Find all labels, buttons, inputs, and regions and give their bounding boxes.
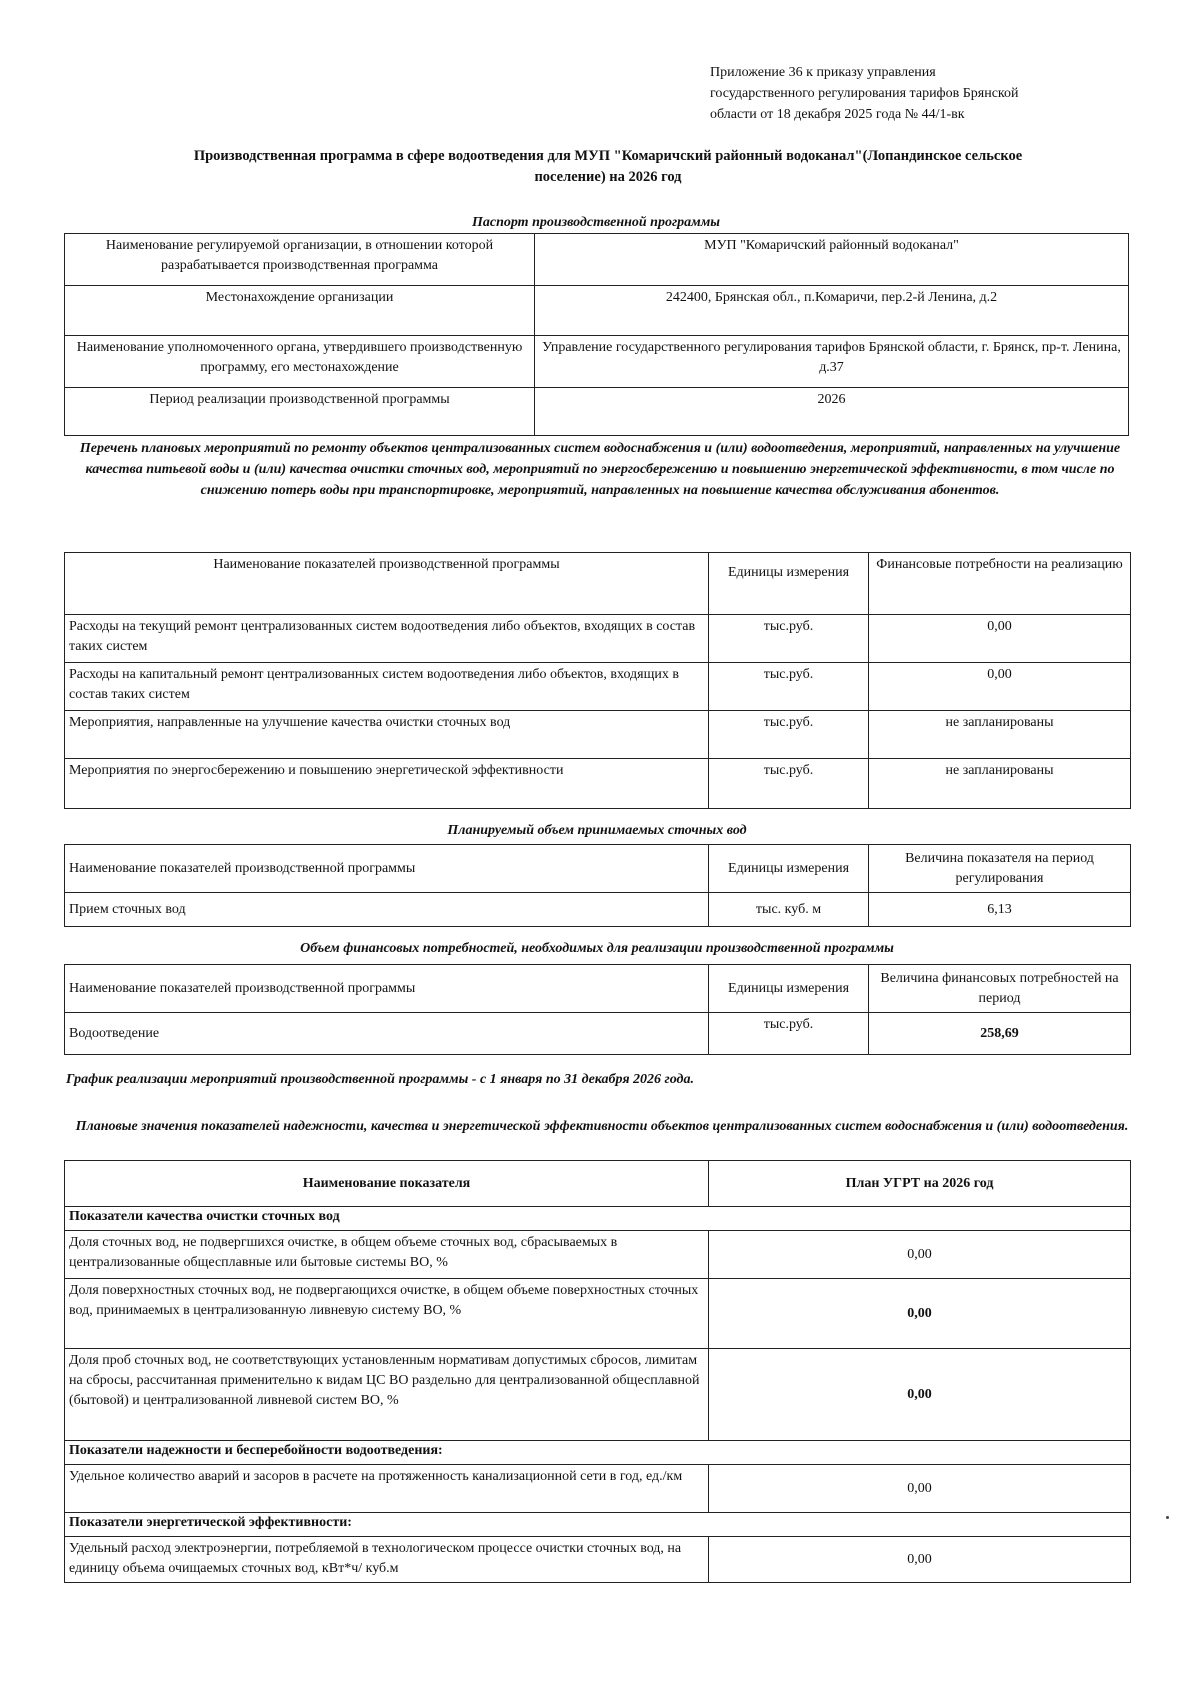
table-row bbox=[65, 845, 1131, 893]
measure-name: Расходы на капитальный ремонт централизованных систем водоотведения либо объектов, входящих в состав таких систем bbox=[65, 663, 709, 711]
indicator-name: Доля поверхностных сточных вод, не подвергающихся очистке, в общем объеме поверхностных сточных вод, принимаемых в централизованную ливневую систему ВО, % bbox=[65, 1279, 709, 1349]
table-row bbox=[65, 893, 1131, 927]
column-header: Величина финансовых потребностей на период bbox=[869, 965, 1131, 1013]
table-row bbox=[65, 711, 1131, 759]
indicator-value: 0,00 bbox=[709, 1349, 1131, 1441]
measure-unit: тыс.руб. bbox=[709, 663, 869, 711]
column-header: Наименование показателей производственной программы bbox=[65, 553, 709, 615]
table-row bbox=[65, 615, 1131, 663]
table-row bbox=[65, 553, 1131, 615]
indicator-name: Доля сточных вод, не подвергшихся очистке, в общем объеме сточных вод, сбрасываемых в централизованные общесплавные или бытовые системы ВО, % bbox=[65, 1231, 709, 1279]
column-header: Единицы измерения bbox=[709, 553, 869, 615]
group-header: Показатели надежности и бесперебойности водоотведения: bbox=[65, 1441, 1131, 1465]
finance-heading: Объем финансовых потребностей, необходимых для реализации производственной программы bbox=[300, 941, 894, 956]
finance-name: Водоотведение bbox=[65, 1013, 709, 1055]
indicator-name: Удельный расход электроэнергии, потребляемой в технологическом процессе очистки сточных вод, на единицу объема очищаемых сточных вод, кВт*ч/ куб.м bbox=[65, 1537, 709, 1583]
document-title bbox=[78, 146, 1138, 188]
title-line: поселение) на 2026 год bbox=[534, 169, 682, 185]
passport-heading: Паспорт производственной программы bbox=[471, 215, 721, 230]
measure-name: Мероприятия, направленные на улучшение качества очистки сточных вод bbox=[65, 711, 709, 759]
column-header: Финансовые потребности на реализацию bbox=[869, 553, 1131, 615]
appendix-note bbox=[710, 62, 1120, 125]
measure-value: 0,00 bbox=[869, 663, 1131, 711]
table-row bbox=[65, 663, 1131, 711]
table-row bbox=[65, 1013, 1131, 1055]
column-header: Наименование показателей производственной программы bbox=[65, 845, 709, 893]
appendix-line: области от 18 декабря 2025 года № 44/1-вк bbox=[710, 107, 965, 122]
volume-value: 6,13 bbox=[869, 893, 1131, 927]
volume-name: Прием сточных вод bbox=[65, 893, 709, 927]
table-row bbox=[65, 234, 1129, 286]
indicator-value: 0,00 bbox=[709, 1465, 1131, 1513]
passport-value: 242400, Брянская обл., п.Комаричи, пер.2-й Ленина, д.2 bbox=[535, 286, 1129, 336]
indicator-value: 0,00 bbox=[709, 1231, 1131, 1279]
passport-value: МУП "Комаричский районный водоканал" bbox=[535, 234, 1129, 286]
column-header: Величина показателя на период регулирования bbox=[869, 845, 1131, 893]
title-line: Производственная программа в сфере водоотведения для МУП "Комаричский районный водоканал"(Лопандинское сельское bbox=[193, 148, 1023, 164]
table-row bbox=[65, 1465, 1131, 1513]
indicator-name: Доля проб сточных вод, не соответствующих установленным нормативам допустимых сбросов, лимитам на сбросы, рассчитанная применительно к видам ЦС ВО раздельно для централизованной общесплавной (бытовой) и централизованной ливневой систем ВО, % bbox=[65, 1349, 709, 1441]
column-header: Единицы измерения bbox=[709, 845, 869, 893]
table-row bbox=[65, 1537, 1131, 1583]
passport-value: Управление государственного регулирования тарифов Брянской области, г. Брянск, пр-т. Ленина, д.37 bbox=[535, 336, 1129, 388]
indicator-name: Удельное количество аварий и засоров в расчете на протяженность канализационной сети в год, ед./км bbox=[65, 1465, 709, 1513]
measure-unit: тыс.руб. bbox=[709, 759, 869, 809]
table-row bbox=[65, 388, 1129, 436]
group-header: Показатели качества очистки сточных вод bbox=[65, 1207, 1131, 1231]
measure-value: 0,00 bbox=[869, 615, 1131, 663]
measure-value: не запланированы bbox=[869, 711, 1131, 759]
table-row bbox=[65, 1207, 1131, 1231]
group-header: Показатели энергетической эффективности: bbox=[65, 1513, 1131, 1537]
table-row bbox=[65, 1279, 1131, 1349]
measure-name: Мероприятия по энергосбережению и повышению энергетической эффективности bbox=[65, 759, 709, 809]
table-row bbox=[65, 286, 1129, 336]
table-row bbox=[65, 1231, 1131, 1279]
indicators-heading: Плановые значения показателей надежности, качества и энергетической эффективности объектов централизованных систем водоснабжения и (или) водоотведения. bbox=[75, 1119, 1129, 1134]
column-header: Единицы измерения bbox=[709, 965, 869, 1013]
appendix-line: Приложение 36 к приказу управления bbox=[710, 65, 936, 80]
measure-name: Расходы на текущий ремонт централизованных систем водоотведения либо объектов, входящих в состав таких систем bbox=[65, 615, 709, 663]
finance-unit: тыс.руб. bbox=[709, 1013, 869, 1055]
passport-value: 2026 bbox=[535, 388, 1129, 436]
volume-unit: тыс. куб. м bbox=[709, 893, 869, 927]
schedule-note: График реализации мероприятий производственной программы - с 1 января по 31 декабря 2026 года. bbox=[66, 1072, 694, 1087]
finance-value: 258,69 bbox=[869, 1013, 1131, 1055]
table-row bbox=[65, 759, 1131, 809]
table-row bbox=[65, 336, 1129, 388]
measure-unit: тыс.руб. bbox=[709, 711, 869, 759]
indicator-value: 0,00 bbox=[709, 1279, 1131, 1349]
passport-label: Период реализации производственной программы bbox=[65, 388, 535, 436]
table-row bbox=[65, 1161, 1131, 1207]
volume-table bbox=[64, 844, 1131, 927]
passport-label: Наименование уполномоченного органа, утвердившего производственную программу, его местонахождение bbox=[65, 336, 535, 388]
passport-label: Местонахождение организации bbox=[65, 286, 535, 336]
volume-heading: Планируемый объем принимаемых сточных вод bbox=[447, 823, 747, 838]
passport-table bbox=[64, 233, 1129, 436]
measure-unit: тыс.руб. bbox=[709, 615, 869, 663]
column-header: План УГРТ на 2026 год bbox=[709, 1161, 1131, 1207]
table-row bbox=[65, 1349, 1131, 1441]
table-row bbox=[65, 1513, 1131, 1537]
measures-heading: Перечень плановых мероприятий по ремонту объектов централизованных систем водоснабжения и (или) водоотведения, мероприятий, направленных на улучшение качества питьевой воды и (или) качества очистки сточных вод, мероприятий по энергосбережению и повышению энергетической эффективности, в том числе по снижению потерь воды при транспортировке, мероприятий, направленных на повышение качества обслуживания абонентов. bbox=[79, 441, 1121, 498]
measure-value: не запланированы bbox=[869, 759, 1131, 809]
passport-label: Наименование регулируемой организации, в отношении которой разрабатывается производственная программа bbox=[65, 234, 535, 286]
finance-table bbox=[64, 964, 1131, 1055]
scan-speck bbox=[1166, 1516, 1169, 1519]
table-row bbox=[65, 965, 1131, 1013]
table-row bbox=[65, 1441, 1131, 1465]
indicator-value: 0,00 bbox=[709, 1537, 1131, 1583]
column-header: Наименование показателей производственной программы bbox=[65, 965, 709, 1013]
indicators-table bbox=[64, 1160, 1131, 1583]
appendix-line: государственного регулирования тарифов Брянской bbox=[710, 86, 1019, 101]
measures-table bbox=[64, 552, 1131, 809]
column-header: Наименование показателя bbox=[65, 1161, 709, 1207]
